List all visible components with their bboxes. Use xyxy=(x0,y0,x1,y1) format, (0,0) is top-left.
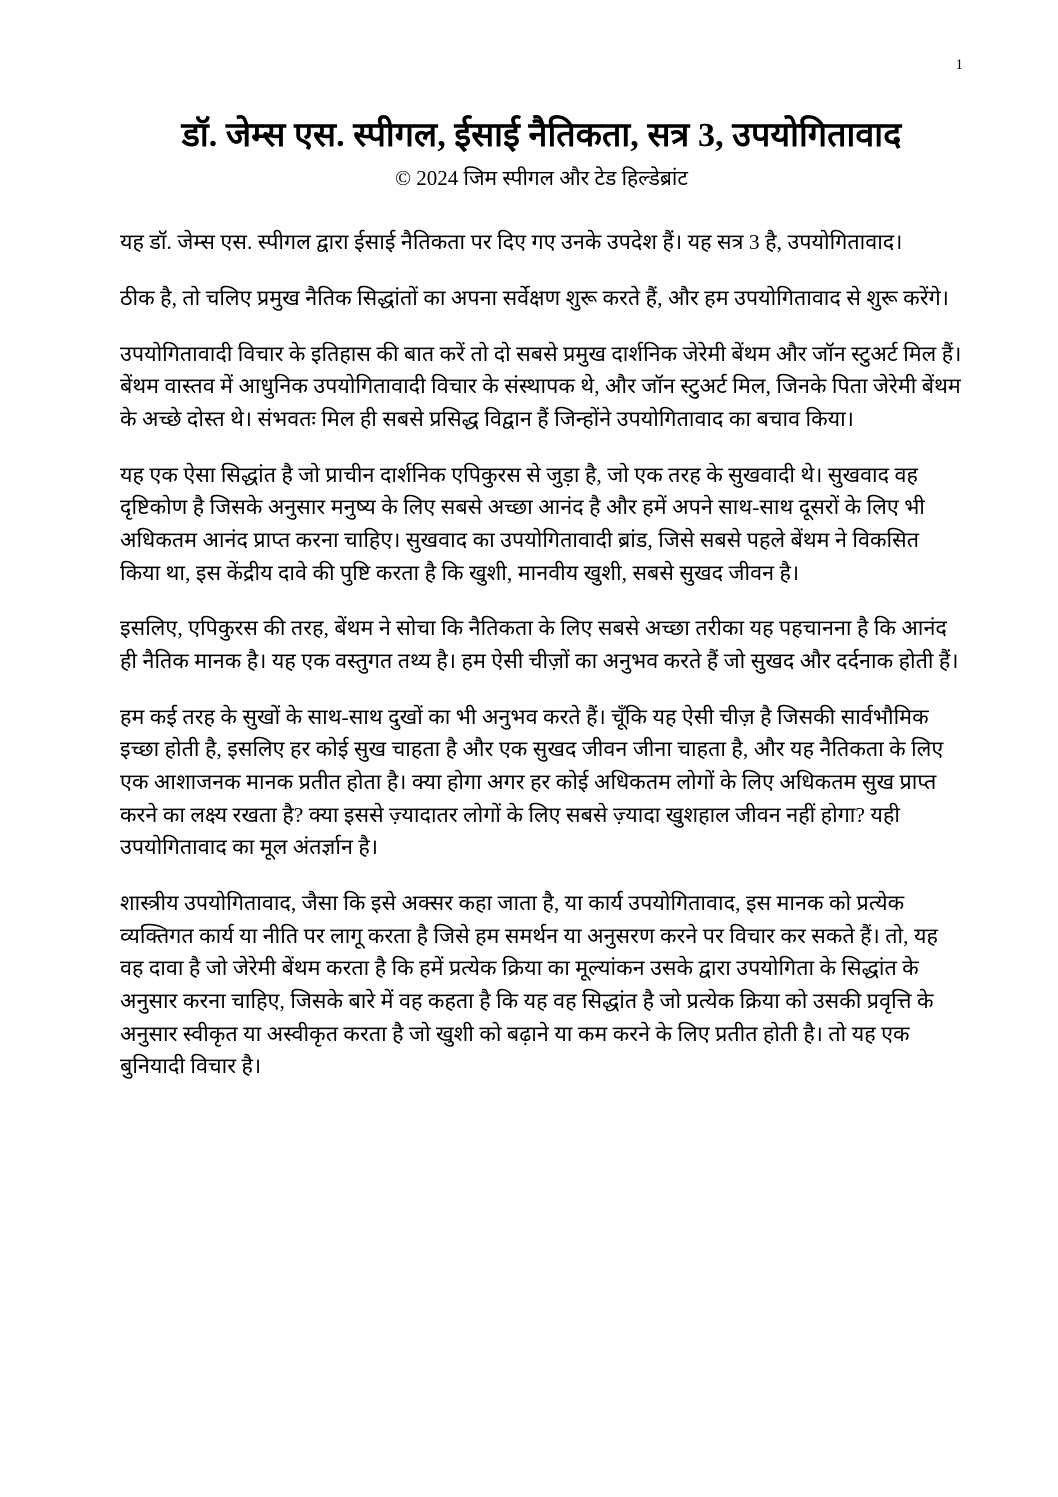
paragraph: यह डॉ. जेम्स एस. स्पीगल द्वारा ईसाई नैतिकता पर दिए गए उनके उपदेश हैं। यह सत्र 3 है, उपयोगितावाद। xyxy=(120,230,903,255)
paragraph: उपयोगितावादी विचार के इतिहास की बात करें तो दो सबसे प्रमुख दार्शनिक जेरेमी बेंथम और जॉन स्टुअर्ट मिल हैं। बेंथम वास्तव में आधुनिक उपयोगितावादी विचार के संस्थापक थे, और जॉन स्टुअर्ट मिल, जिनके पिता जेरेमी बेंथम के अच्छे दोस्त थे। संभवतः मिल ही सबसे प्रसिद्ध विद्वान हैं जिन्होंने उपयोगितावाद का बचाव किया। xyxy=(120,341,962,431)
paragraph: हम कई तरह के सुखों के साथ-साथ दुखों का भी अनुभव करते हैं। चूँकि यह ऐसी चीज़ है जिसकी सार्वभौमिक इच्छा होती है, इसलिए हर कोई सुख चाहता है और एक सुखद जीवन जीना चाहता है, और यह नैतिकता के लिए एक आशाजनक मानक प्रतीत होता है। क्या होगा अगर हर कोई अधिकतम लोगों के लिए अधिकतम सुख प्राप्त करने का लक्ष्य रखता है? क्या इससे ज़्यादातर लोगों के लिए सबसे ज़्यादा खुशहाल जीवन नहीं होगा? यही उपयोगितावाद का मूल अंतर्ज्ञान है। xyxy=(120,704,944,860)
document-body xyxy=(120,226,963,1083)
page-number: 1 xyxy=(955,57,963,73)
copyright-line: © 2024 जिम स्पीगल और टेड हिल्डेब्रांट xyxy=(395,165,688,190)
paragraph: शास्त्रीय उपयोगितावाद, जैसा कि इसे अक्सर कहा जाता है, या कार्य उपयोगितावाद, इस मानक को प्रत्येक व्यक्तिगत कार्य या नीति पर लागू करता है जिसे हम समर्थन या अनुसरण करने पर विचार कर सकते हैं। तो, यह वह दावा है जो जेरेमी बेंथम करता है कि हमें प्रत्येक क्रिया का मूल्यांकन उसके द्वारा उपयोगिता के सिद्धांत के अनुसार करना चाहिए, जिसके बारे में वह कहता है कि यह वह सिद्धांत है जो प्रत्येक क्रिया को उसकी प्रवृत्ति के अनुसार स्वीकृत या अस्वीकृत करता है जो खुशी को बढ़ाने या कम करने के लिए प्रतीत होती है। तो यह एक बुनियादी विचार है। xyxy=(120,890,938,1079)
paragraph: इसलिए, एपिकुरस की तरह, बेंथम ने सोचा कि नैतिकता के लिए सबसे अच्छा तरीका यह पहचानना है कि आनंद ही नैतिक मानक है। यह एक वस्तुगत तथ्य है। हम ऐसी चीज़ों का अनुभव करते हैं जो सुखद और दर्दनाक होती हैं। xyxy=(120,616,959,673)
paragraph: यह एक ऐसा सिद्धांत है जो प्राचीन दार्शनिक एपिकुरस से जुड़ा है, जो एक तरह के सुखवादी थे। सुखवाद वह दृष्टिकोण है जिसके अनुसार मनुष्य के लिए सबसे अच्छा आनंद है और हमें अपने साथ-साथ दूसरों के लिए भी अधिकतम आनंद प्राप्त करना चाहिए। सुखवाद का उपयोगितावादी ब्रांड, जिसे सबसे पहले बेंथम ने विकसित किया था, इस केंद्रीय दावे की पुष्टि करता है कि खुशी, मानवीय खुशी, सबसे सुखद जीवन है। xyxy=(120,462,925,585)
page-title: डॉ. जेम्स एस. स्पीगल, ईसाई नैतिकता, सत्र 3, उपयोगितावाद xyxy=(181,117,902,154)
paragraph: ठीक है, तो चलिए प्रमुख नैतिक सिद्धांतों का अपना सर्वेक्षण शुरू करते हैं, और हम उपयोगितावाद से शुरू करेंगे। xyxy=(120,285,949,310)
